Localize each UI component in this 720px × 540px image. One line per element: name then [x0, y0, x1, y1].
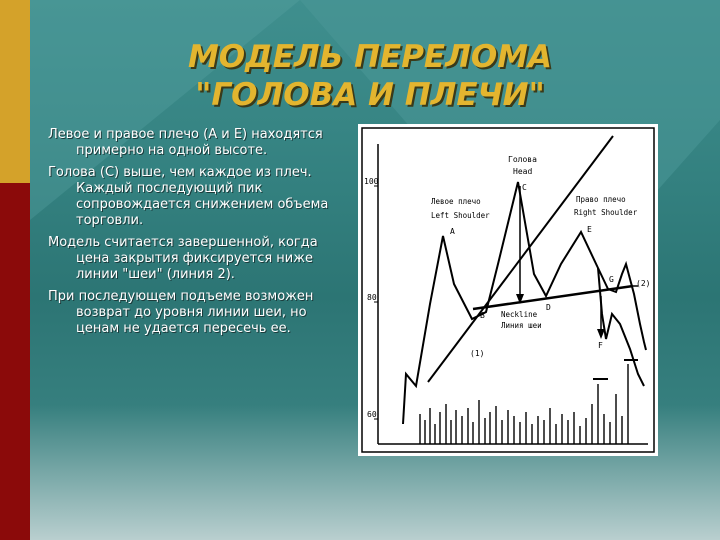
description-text — [48, 127, 348, 343]
label-neck-en: Neckline — [501, 310, 538, 319]
point-f: F — [598, 341, 603, 350]
pattern-diagram — [358, 124, 658, 456]
label-head-en: Head — [513, 167, 533, 176]
paragraph-head: Голова (С) выше, чем каждое из плеч. Каждый последующий пик сопровождается снижением объема торговли. — [48, 165, 329, 228]
paragraph-completion: Модель считается завершенной, когда цена закрытия фиксируется ниже линии "шеи" (линия 2). — [48, 235, 318, 282]
label-left-ru: Левое плечо — [431, 197, 481, 206]
side-accent-gold — [0, 0, 30, 183]
tick-label-60: 60 — [367, 410, 377, 419]
label-head-ru: Голова — [508, 155, 537, 164]
point-c: C — [522, 183, 527, 192]
label-neck-ru: Линия шеи — [501, 321, 542, 330]
point-e: E — [587, 225, 592, 234]
slide-title-line-1: МОДЕЛЬ ПЕРЕЛОМА — [187, 39, 553, 75]
label-line-1: (1) — [470, 349, 485, 358]
side-accent-red — [0, 183, 30, 540]
label-right-en: Right Shoulder — [574, 208, 638, 217]
slide-title — [120, 38, 620, 114]
paragraph-shoulders: Левое и правое плечо (А и Е) находятся примерно на одной высоте. — [48, 127, 323, 158]
slide-title-line-2: "ГОЛОВА И ПЛЕЧИ" — [195, 77, 545, 113]
label-left-en: Left Shoulder — [431, 211, 490, 220]
paragraph-pullback: При последующем подъеме возможен возврат до уровня линии шеи, но ценам не удается пересечь ее. — [48, 289, 314, 336]
tick-label-80: 80 — [367, 293, 377, 302]
tick-label-100: 100 — [364, 177, 379, 186]
volume-bars — [420, 364, 628, 444]
label-line-2: (2) — [636, 279, 651, 288]
target-arrow-icon — [597, 329, 605, 339]
point-b: B — [480, 311, 485, 320]
head-and-shoulders-figure — [358, 124, 658, 456]
point-d: D — [546, 303, 551, 312]
point-g: G — [609, 275, 614, 284]
label-right-ru: Право плечо — [576, 195, 626, 204]
point-a: A — [450, 227, 455, 236]
